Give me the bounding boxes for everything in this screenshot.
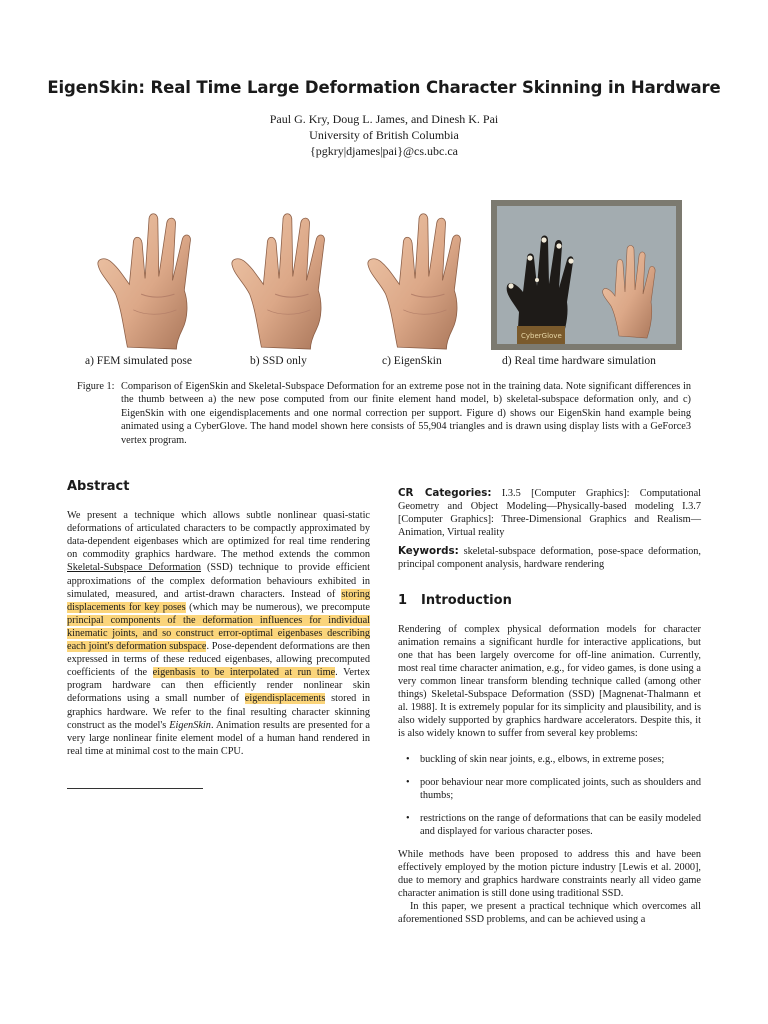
list-item <box>398 753 701 766</box>
abstract-heading: Abstract <box>67 479 130 494</box>
author-block <box>0 111 768 159</box>
list-item-text: restrictions on the range of deformations that can be easily modeled and displayed for various character poses. <box>420 812 701 837</box>
left-column <box>67 480 370 758</box>
abstract-italic-eigenskin: EigenSkin <box>169 719 211 731</box>
list-item-text: poor behaviour near more complicated joints, such as shoulders and thumbs; <box>420 776 701 801</box>
abstract-highlight: eigenbasis to be interpolated at run time <box>152 667 336 679</box>
intro-paragraph-3: In this paper, we present a practical technique which overcomes all aforementioned SSD problems, and can be achieved using a <box>398 901 701 926</box>
cr-categories <box>398 487 701 539</box>
footnote-divider <box>67 788 203 789</box>
section-title: Introduction <box>421 592 512 608</box>
section-number: 1 <box>398 592 408 608</box>
abstract-text: We present a technique which allows subtle nonlinear quasi-static deformations of articulated characters to be compactly approximated by data-dependent eigenbases which are optimized for real time rendering on commodity graphics hardware. The method extends the common <box>67 510 370 561</box>
figure-b-hand-image <box>218 200 346 352</box>
cr-categories-label: CR Categories: <box>398 487 492 499</box>
figure-a-hand-image <box>84 200 212 352</box>
abstract-text: . Pose-dependent deformations are then expressed in terms of these reduced eigenbases, allowing precomputed coefficients of the <box>67 641 370 679</box>
keywords-label: Keywords: <box>398 545 459 558</box>
subcaption-d: d) Real time hardware simulation <box>502 355 656 367</box>
cr-categories-text: I.3.5 [Computer Graphics]: Computational Geometry and Object Modeling—Physically-based modeling I.3.7 [Computer Graphics]: Three-Dimensional Graphics and Realism—Animation, Virtual reality <box>398 488 702 539</box>
bullet-icon: • <box>406 776 410 788</box>
abstract-text: (which may be numerous), we precompute <box>185 601 370 613</box>
abstract-paragraph <box>67 509 370 758</box>
bullet-icon: • <box>406 812 410 824</box>
abstract-underlined-ssd: Skeletal-Subspace Deformation <box>67 562 202 574</box>
abstract-highlight: eigendisplacements <box>244 693 326 705</box>
paper-title: EigenSkin: Real Time Large Deformation Character Skinning in Hardware <box>47 78 721 97</box>
bullet-icon: • <box>406 753 410 765</box>
list-item <box>398 776 701 802</box>
abstract-text: stored in graphics hardware. We refer to the final resulting character skinning construct as the model's <box>67 693 371 731</box>
figure-caption <box>77 380 691 447</box>
abstract-text: . Vertex program hardware can then efficiently render nonlinear skin deformations using a small number of <box>67 667 370 705</box>
intro-paragraph-2: While methods have been proposed to address this and have been effectively employed by the motion picture industry [Lewis et al. 2000], due to memory and graphics hardware constraints nearly all video game character animation is still done using traditional SSD. <box>398 848 701 900</box>
right-column <box>398 487 701 927</box>
author-names: Paul G. Kry, Doug L. James, and Dinesh K. Pai <box>269 112 499 126</box>
problem-list <box>398 753 701 838</box>
list-item-text: buckling of skin near joints, e.g., elbows, in extreme poses; <box>420 753 665 765</box>
abstract-highlight: principal components of the deformation influences for individual kinematic joints, and so construct error-optimal eigenbases describing each joint's deformation subspace <box>67 614 370 653</box>
subcaption-a: a) FEM simulated pose <box>85 355 192 367</box>
figure-caption-text: Comparison of EigenSkin and Skeletal-Subspace Deformation for an extreme pose not in the training data. Note significant differences in the thumb between a) the new pose computed from our finite element hand model, b) skeletal-subspace deformation only, and c) EigenSkin with one eigendisplacements and one normal correction per support. Figure d) shows our EigenSkin hand example being animated using a CyberGlove. The hand model shown here consists of 55,904 triangles and is drawn using display lists with a GeForce3 vertex program. <box>121 381 691 446</box>
introduction-heading <box>398 594 701 607</box>
subcaption-c: c) EigenSkin <box>382 355 442 367</box>
subcaption-b: b) SSD only <box>250 355 307 367</box>
abstract-highlight: storing displacements for key poses <box>67 588 370 613</box>
figure-c-hand-image <box>354 200 482 352</box>
intro-paragraph-1: Rendering of complex physical deformation models for character animation remains a significant hurdle for interactive applications, but one that has been largely overcome for off-line animation. Currently, most real time character animation, e.g., for video games, is done using a very common linear transform blending technique called (among other things) Skeletal-Subspace Deformation (SSD) [Magnenat-Thalmann et al. 1988]. It is extremely popular for its simplicity and plausibility, and is also widely supported by graphics hardware accelerators. Despite this, it is also widely known to suffer from several key problems: <box>398 623 701 740</box>
abstract-text: (SSD) technique to provide efficient approximations of the complex deformation behaviours exhibited in simulated, measured, and artist-drawn characters. Instead of <box>67 562 370 600</box>
author-affiliation: University of British Columbia <box>309 128 459 142</box>
figure-caption-label: Figure 1: <box>77 381 115 392</box>
abstract-text: . Animation results are presented for a very large nonlinear finite element model of a human hand rendered in real time at minimal cost to the main CPU. <box>67 719 370 757</box>
keywords <box>398 545 701 571</box>
glove-brand-text: CyberGlove <box>521 332 562 340</box>
keywords-text: skeletal-subspace deformation, pose-space deformation, principal component analysis, hardware rendering <box>398 546 701 571</box>
list-item <box>398 812 701 838</box>
figure-d-hardware-photo <box>491 200 682 350</box>
author-email: {pgkry|djames|pai}@cs.ubc.ca <box>310 144 458 158</box>
